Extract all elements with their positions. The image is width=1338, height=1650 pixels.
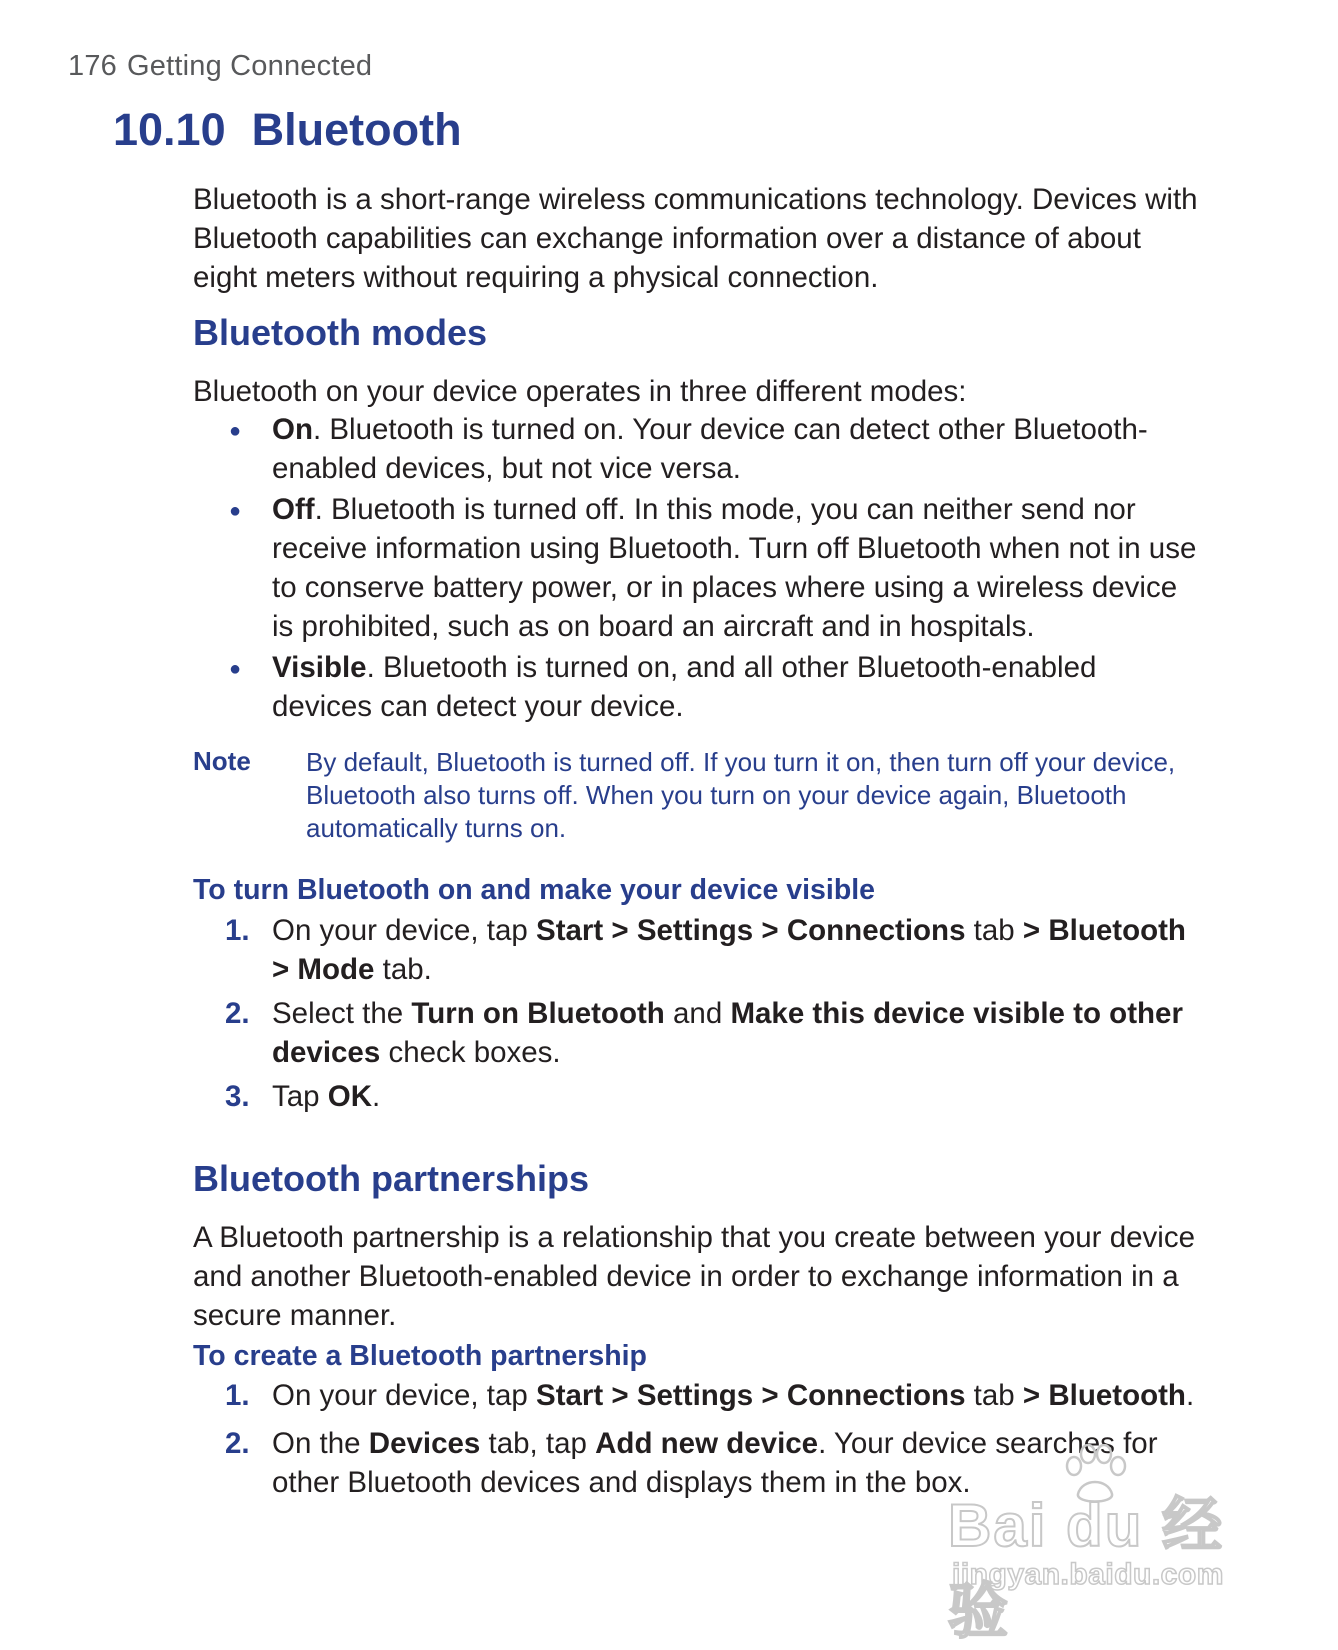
step-ui-term: Start > Settings > Connections bbox=[536, 914, 966, 947]
step-ui-term: OK bbox=[327, 1080, 373, 1113]
mode-desc: . Bluetooth is turned on. Your device can detect other Bluetooth-enabled devices, but not vice versa. bbox=[272, 413, 1148, 485]
mode-desc: . Bluetooth is turned on, and all other Bluetooth-enabled devices can detect your device. bbox=[272, 651, 1097, 723]
modes-lead: Bluetooth on your device operates in three different modes: bbox=[193, 375, 967, 408]
mode-item-text bbox=[272, 648, 1202, 726]
step-text bbox=[272, 1077, 1202, 1116]
create-steps-heading: To create a Bluetooth partnership bbox=[193, 1340, 647, 1372]
step-ui-term: Make this device visible to other devices bbox=[272, 997, 1183, 1069]
step-text-part: Tap bbox=[272, 1080, 328, 1113]
modes-heading: Bluetooth modes bbox=[193, 312, 487, 353]
mode-term: Visible bbox=[272, 651, 367, 684]
chapter-title: Bluetooth bbox=[251, 104, 462, 155]
watermark-logo: Bai du 经验 bbox=[948, 1492, 1225, 1645]
step-text-part: On the bbox=[272, 1427, 369, 1460]
step-ui-term: Devices bbox=[368, 1427, 481, 1460]
step-number: 2. bbox=[225, 1427, 250, 1460]
watermark-url: jingyan.baidu.com bbox=[952, 1558, 1224, 1591]
chapter-heading bbox=[113, 104, 462, 156]
step-text-part: On your device, tap bbox=[272, 914, 537, 947]
section-title: Getting Connected bbox=[127, 50, 373, 82]
partnerships-paragraph: A Bluetooth partnership is a relationship that you create between your device and another Bluetooth-enabled device in order to exchange information in a secure manner. bbox=[193, 1221, 1195, 1332]
page-number: 176 bbox=[68, 50, 117, 82]
intro-paragraph: Bluetooth is a short-range wireless communications technology. Devices with Bluetooth capabilities can exchange information over a distance of about eight meters without requiring a physical connection. bbox=[193, 183, 1198, 294]
bullet-icon: ● bbox=[229, 658, 242, 680]
step-text bbox=[272, 911, 1202, 989]
step-text-part: . Your device searches for other Bluetooth devices and displays them in the box. bbox=[272, 1427, 1158, 1499]
running-header bbox=[68, 50, 372, 83]
step-number: 2. bbox=[225, 997, 250, 1030]
step-text-part: tab. bbox=[374, 953, 432, 986]
mode-item-text bbox=[272, 410, 1202, 488]
step-ui-term: Turn on Bluetooth bbox=[411, 997, 665, 1030]
step-ui-term: Add new device bbox=[595, 1427, 819, 1460]
step-text-part: tab bbox=[965, 1379, 1023, 1412]
visible-steps-heading: To turn Bluetooth on and make your device visible bbox=[193, 874, 875, 906]
step-text-part: tab, tap bbox=[480, 1427, 596, 1460]
step-number: 1. bbox=[225, 1379, 250, 1412]
step-text-part: Select the bbox=[272, 997, 412, 1030]
step-ui-term: > Bluetooth > Mode bbox=[272, 914, 1186, 986]
partnerships-heading: Bluetooth partnerships bbox=[193, 1158, 590, 1199]
step-text-part: On your device, tap bbox=[272, 1379, 537, 1412]
step-text-part: check boxes. bbox=[380, 1036, 561, 1069]
step-text-part: and bbox=[664, 997, 731, 1030]
step-ui-term: > Bluetooth bbox=[1022, 1379, 1186, 1412]
mode-term: On bbox=[272, 413, 313, 446]
mode-desc: . Bluetooth is turned off. In this mode, you can neither send nor receive information using Bluetooth. Turn off Bluetooth when not in use to conserve battery power, or in places where using a wireless device is prohibited, such as on board an aircraft and in hospitals. bbox=[272, 493, 1197, 643]
step-text bbox=[272, 1376, 1202, 1415]
step-text-part: . bbox=[372, 1080, 381, 1113]
step-text-part: tab bbox=[965, 914, 1023, 947]
mode-item-text bbox=[272, 490, 1202, 646]
step-ui-term: Start > Settings > Connections bbox=[536, 1379, 966, 1412]
chapter-number: 10.10 bbox=[113, 104, 226, 155]
step-number: 1. bbox=[225, 914, 250, 947]
mode-term: Off bbox=[272, 493, 315, 526]
note-label: Note bbox=[193, 746, 251, 776]
bullet-icon: ● bbox=[229, 420, 242, 442]
note-text: By default, Bluetooth is turned off. If you turn it on, then turn off your device, Bluetooth also turns off. When you turn on your device again, Bluetooth automatically turns on. bbox=[306, 747, 1176, 843]
bullet-icon: ● bbox=[229, 500, 242, 522]
step-text bbox=[272, 994, 1202, 1072]
step-number: 3. bbox=[225, 1080, 250, 1113]
step-text-part: . bbox=[1185, 1379, 1195, 1412]
step-text bbox=[272, 1424, 1202, 1502]
